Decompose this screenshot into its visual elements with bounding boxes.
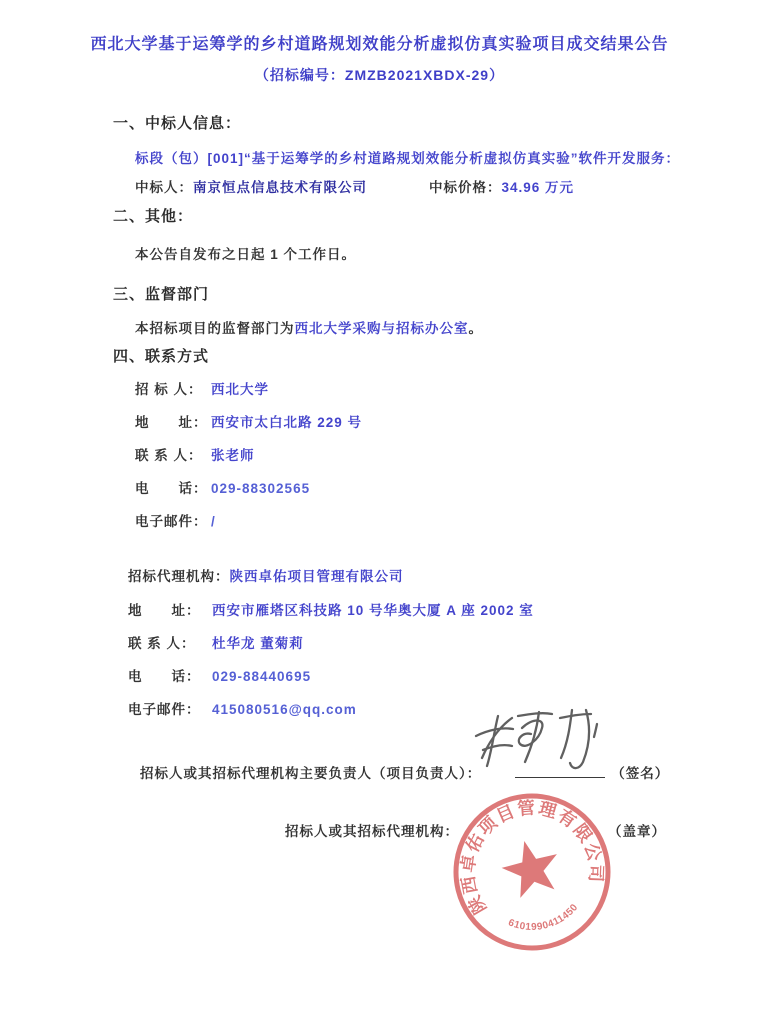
contact-row-phone (135, 477, 310, 497)
tender-number-subtitle: （招标编号：ZMZB2021XBDX-29） (254, 67, 505, 83)
contact-label: 联 系 人： (135, 448, 203, 463)
agency-value: 陕西卓佑项目管理有限公司 (229, 569, 404, 584)
section4-heading: 四、联系方式 (113, 348, 210, 365)
section3-body (135, 317, 483, 337)
contact-value: 张老师 (211, 448, 255, 463)
contact-row-person (135, 444, 255, 464)
section2-body: 本公告自发布之日起 1 个工作日。 (135, 247, 357, 262)
principal-label: 招标人或其招标代理机构主要负责人（项目负责人）： (140, 766, 482, 781)
winner-value: 南京恒点信息技术有限公司 (193, 180, 367, 195)
contact-label: 电 话： (135, 481, 208, 496)
agency-value: 西安市雁塔区科技路 10 号华奥大厦 A 座 2002 室 (212, 603, 534, 618)
supervision-prefix: 本招标项目的监督部门为 (135, 321, 295, 336)
seal-suffix: （盖章） (608, 824, 666, 839)
agency-value: 415080516@qq.com (212, 702, 357, 717)
agency-row-name (128, 565, 404, 585)
section2-heading: 二、其他： (113, 208, 194, 225)
contact-label: 地 址： (135, 415, 208, 430)
agency-label: 地 址： (128, 603, 201, 618)
company-seal-stamp (442, 782, 622, 962)
winner-label: 中标人： (135, 180, 193, 195)
contact-row-email (135, 510, 216, 530)
contact-value: 西安市太白北路 229 号 (211, 415, 363, 430)
segment-line: 标段（包）[001]“基于运筹学的乡村道路规划效能分析虚拟仿真实验”软件开发服务： (135, 151, 681, 166)
agency-value: 029-88440695 (212, 669, 312, 684)
agency-row-phone (128, 665, 311, 685)
supervision-office: 西北大学采购与招标办公室 (294, 321, 469, 336)
contact-value: 029-88302565 (211, 481, 311, 496)
page-title: 西北大学基于运筹学的乡村道路规划效能分析虚拟仿真实验项目成交结果公告 (90, 36, 669, 53)
agency-label: 电子邮件： (128, 702, 201, 717)
handwritten-signature (468, 706, 608, 781)
star-icon (497, 834, 565, 900)
agency-row-email (128, 698, 357, 718)
agency-label: 招标代理机构： (128, 569, 230, 584)
contact-value: / (211, 514, 216, 529)
contact-value: 西北大学 (211, 382, 269, 397)
winner-row (135, 176, 574, 196)
price-label: 中标价格： (429, 180, 502, 195)
supervision-suffix: 。 (468, 321, 483, 336)
agency-label: 电 话： (128, 669, 201, 684)
seal-company-text: 陕西卓佑项目管理有限公司 (457, 797, 607, 918)
seal-number-text: 6101990411450 (506, 901, 581, 934)
agency-row-address (128, 599, 534, 619)
agency-row-person (128, 632, 304, 652)
agency-value: 杜华龙 董菊莉 (212, 636, 304, 651)
contact-row-address (135, 411, 362, 431)
section1-heading: 一、中标人信息： (113, 115, 242, 132)
contact-row-tenderer (135, 378, 269, 398)
price-value: 34.96 万元 (501, 180, 575, 195)
agency-label: 联 系 人： (128, 636, 196, 651)
sign-suffix: （签名） (611, 766, 670, 781)
contact-label: 电子邮件： (135, 514, 208, 529)
org-seal-label: 招标人或其招标代理机构： (285, 824, 459, 839)
section3-heading: 三、监督部门 (113, 286, 210, 303)
contact-label: 招 标 人： (135, 382, 203, 397)
